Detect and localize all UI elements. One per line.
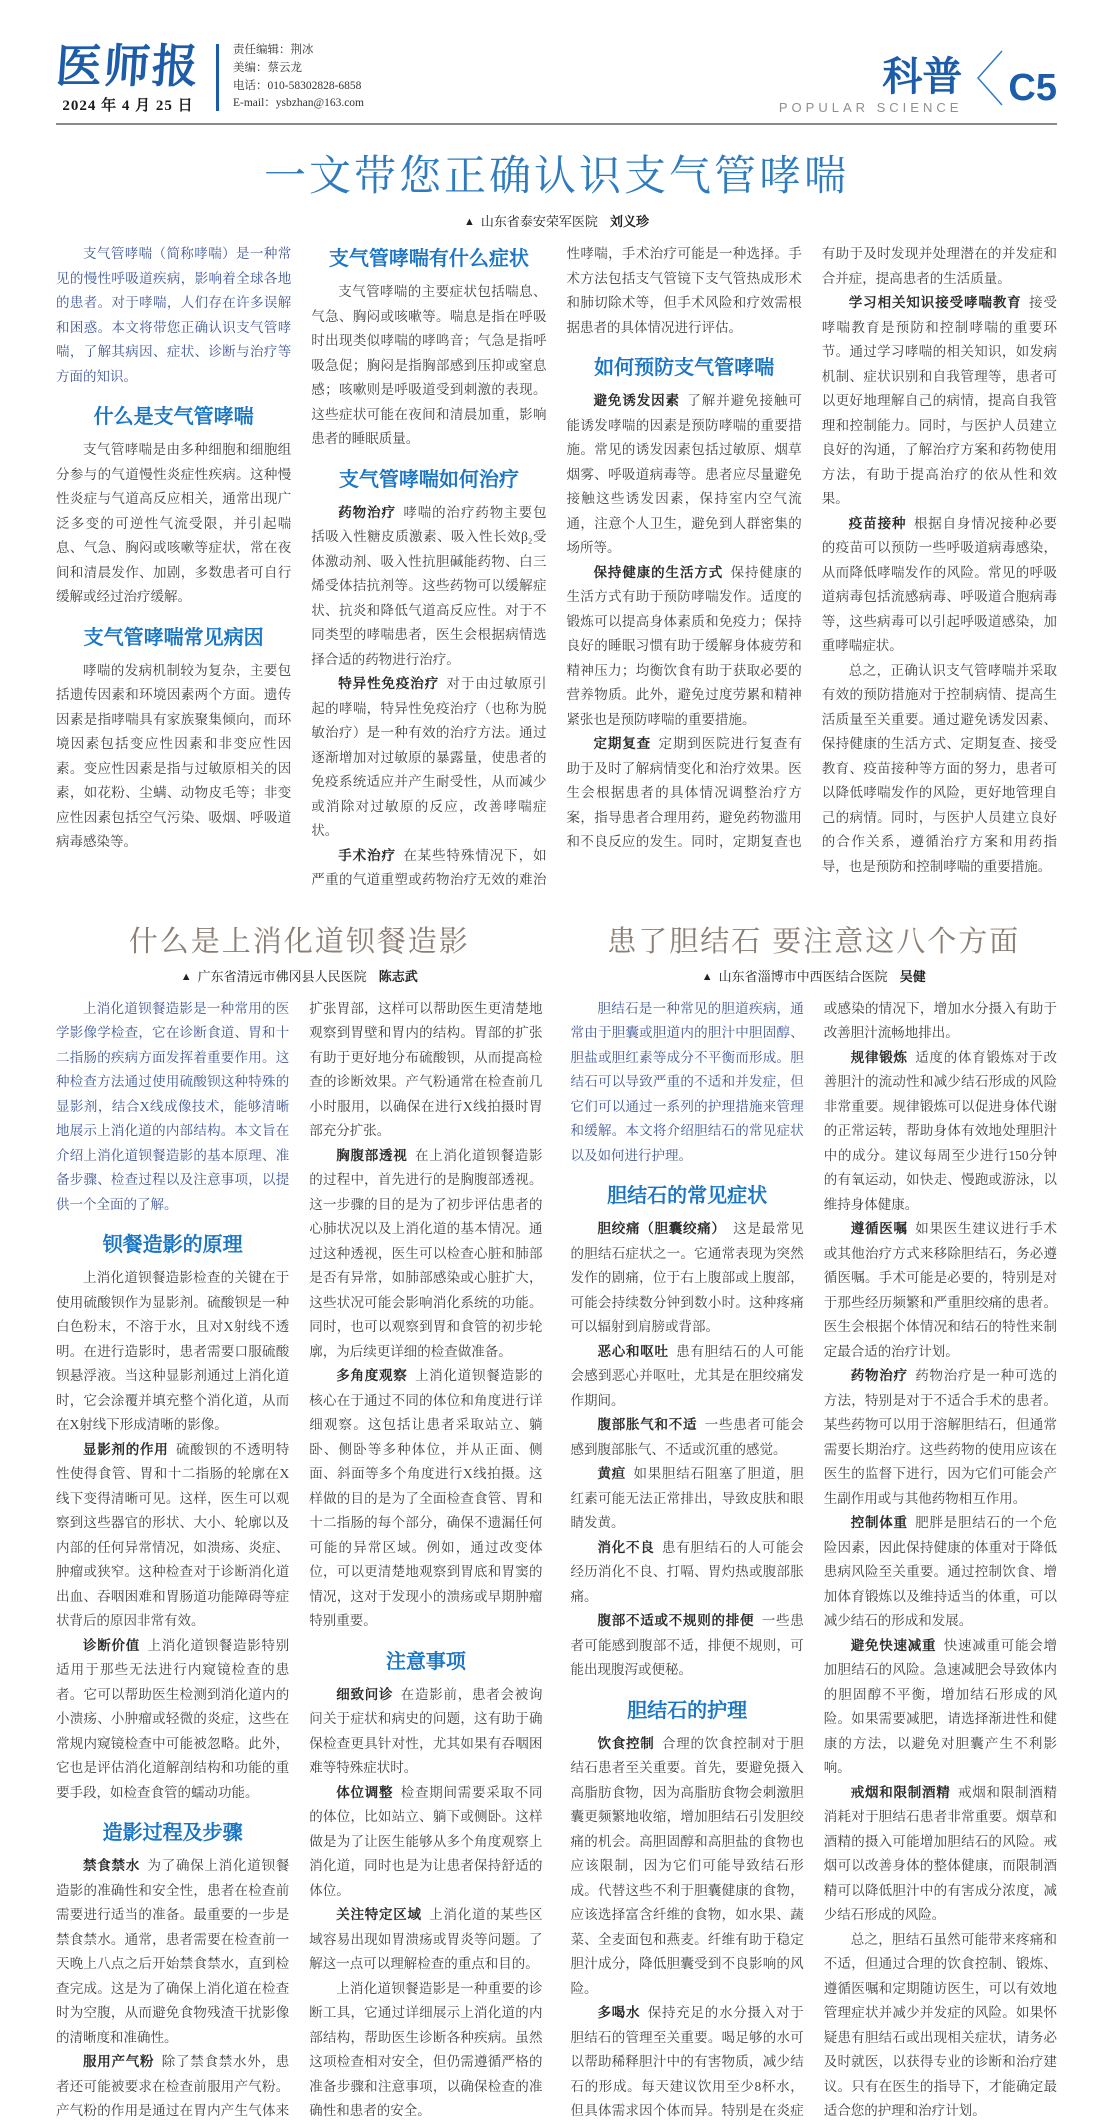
paragraph-label: 手术治疗 — [338, 847, 396, 863]
paragraph-label: 黄疸 — [597, 1466, 627, 1482]
header-vertical-divider — [216, 44, 219, 111]
paragraph-label: 服用产气粉 — [83, 2054, 155, 2070]
author-marker: ▲ — [464, 216, 475, 229]
paragraph-label: 腹部不适或不规则的排便 — [597, 1613, 755, 1629]
paragraph-label: 戒烟和限制酒精 — [850, 1784, 951, 1800]
paragraph-label: 遵循医嘱 — [850, 1221, 908, 1237]
paragraph: 药物治疗 哮喘的治疗药物主要包括吸入性糖皮质激素、吸入性长效β₂受体激动剂、吸入性抗胆碱能药物、白三烯受体拮抗剂等。这些药物可以缓解症状、抗炎和降低气道高反应性。对于不同类型的哮喘患者，医生会根据病情选择合适的药物进行治疗。 — [311, 504, 547, 667]
paragraph: 总之，胆结石虽然可能带来疼痛和不适，但通过合理的饮食控制、锻炼、遵循医嘱和定期随访医生，可以有效地管理症状并减少并发症的风险。如果怀疑患有胆结石或出现相关症状，请务必及时就医，以获得专业的诊断和治疗建议。只有在医生的指导下，才能确定最适合您的护理和治疗计划。 — [823, 1931, 1057, 2119]
paragraph-label: 胆绞痛（胆囊绞痛） — [597, 1221, 726, 1237]
author-marker: ▲ — [180, 970, 192, 983]
lead-paragraph: 上消化道钡餐造影是一种常用的医学影像学检查，它在诊断食道、胃和十二指肠的疾病方面发挥着重要作用。这种检查方法通过使用硫酸钡这种特殊的显影剂，结合X线成像技术，能够清晰地展示上消化道的内部结构。本文旨在介绍上消化道钡餐造影的基本原理、准备步骤、检查过程以及注意事项，以提供一个全面的了解。 — [56, 1000, 290, 1212]
section-heading: 支气管哮喘如何治疗 — [338, 468, 519, 491]
masthead-block — [54, 39, 202, 115]
section-name-cn: 科普 — [882, 55, 963, 100]
paragraph-label: 避免快速减重 — [850, 1637, 937, 1653]
article-body — [56, 242, 1057, 893]
paragraph: 腹部不适或不规则的排便 一些患者可能感到腹部不适，排便不规则，可能出现腹泻或便秘。 — [570, 1613, 804, 1678]
paragraph: 多角度观察 上消化道钡餐造影的核心在于通过不同的体位和角度进行详细观察。这包括让患者采取站立、躺卧、侧卧等多种体位，并从正面、侧面、斜面等多个角度进行X线拍摄。这样做的目的是为了全面检查食管、胃和十二指肠的每个部分，确保不遗漏任何可能的异常区域。例如，通过改变体位，可以更清楚地观察到胃底和胃窦的情况，这对于发现小的溃疡或早期肿瘤特别重要。 — [309, 1368, 543, 1629]
article-byline — [571, 966, 1058, 985]
author-name: 陈志武 — [378, 968, 418, 984]
article-title: 一文带您正确认识支气管哮喘 — [263, 152, 849, 200]
paragraph: 诊断价值 上消化道钡餐造影特别适用于那些无法进行内窥镜检查的患者。它可以帮助医生检测到消化道内的小溃疡、小肿瘤或轻微的炎症，这些在常规内窥镜检查中可能被忽略。此外，它也是评估消化道解剖结构和功能的重要手段，如检查食管的蠕动功能。 — [56, 1637, 290, 1800]
paragraph: 消化不良 患有胆结石的人可能会经历消化不良、打嗝、胃灼热或腹部胀痛。 — [570, 1539, 804, 1604]
chevron-left-icon — [972, 47, 1006, 109]
article-title: 什么是上消化道钡餐造影 — [128, 925, 470, 958]
paragraph-label: 避免诱发因素 — [593, 393, 680, 409]
paragraph-label: 学习相关知识接受哮喘教育 — [848, 295, 1022, 311]
paragraph: 特异性免疫治疗 对于由过敏原引起的哮喘，特异性免疫治疗（也称为脱敏治疗）是一种有效的治疗方法。通过逐渐增加对过敏原的暴露量，使患者的免疫系统适应并产生耐受性，从而减少或消除对过敏原的反应，改善哮喘症状。 — [311, 676, 547, 839]
paragraph: 显影剂的作用 硫酸钡的不透明特性使得食管、胃和十二指肠的轮廓在X线下变得清晰可见。这样，医生可以观察到这些器官的形状、大小、轮廓以及内部的任何异常情况，如溃疡、炎症、肿瘤或狭窄。这种检查对于诊断消化道出血、吞咽困难和胃肠道功能障碍等症状背后的原因非常有效。 — [56, 1441, 290, 1629]
paragraph-label: 消化不良 — [597, 1539, 655, 1555]
paragraph-label: 关注特定区域 — [336, 1907, 422, 1923]
paragraph-label: 药物治疗 — [338, 504, 396, 520]
paragraph: 多喝水 保持充足的水分摄入对于胆结石的管理至关重要。喝足够的水可以帮助稀释胆汁中的有害物质，减少结石的形成。每天建议饮用至少8杯水，但具体需求因个体而异。特别是在炎症或感染的情况下，增加水分摄入有助于改善胆汁流畅地排出。 — [570, 1000, 1057, 2119]
paragraph-label: 饮食控制 — [597, 1735, 655, 1751]
paragraph: 黄疸 如果胆结石阻塞了胆道，胆红素可能无法正常排出，导致皮肤和眼睛发黄。 — [570, 1466, 804, 1531]
paragraph: 哮喘的发病机制较为复杂，主要包括遗传因素和环境因素两个方面。遗传因素是指哮喘具有家族聚集倾向，而环境因素包括变应性因素和非变应性因素。变应性因素是指与过敏原相关的因素，如花粉、尘螨、动物皮毛等；非变应性因素包括空气污染、吸烟、呼吸道病毒感染等。 — [56, 662, 292, 850]
issue-date: 2024 年 4 月 25 日 — [62, 98, 194, 115]
paragraph: 控制体重 肥胖是胆结石的一个危险因素，因此保持健康的体重对于降低患病风险至关重要。通过控制饮食、增加体育锻炼以及维持适当的体重，可以减少结石的形成和发展。 — [823, 1515, 1058, 1629]
paragraph-label: 恶心和呕吐 — [597, 1343, 669, 1359]
paragraph: 学习相关知识接受哮喘教育 接受哮喘教育是预防和控制哮喘的重要环节。通过学习哮喘的相关知识，如发病机制、症状识别和自我管理等，患者可以更好地理解自己的病情，提高自我管理和控制能力。同时，与医护人员建立良好的沟通，了解治疗方案和药物使用方法，有助于提高治疗的依从性和效果。 — [821, 295, 1058, 507]
section-heading: 钡餐造影的原理 — [102, 1234, 243, 1257]
editor-line: 美编：蔡云龙 — [233, 61, 302, 74]
section-heading: 支气管哮喘常见病因 — [83, 626, 264, 649]
paragraph: 腹部胀气和不适 一些患者可能会感到腹部胀气、不适或沉重的感觉。 — [570, 1417, 804, 1457]
paragraph-label: 体位调整 — [336, 1784, 394, 1800]
lead-paragraph: 胆结石是一种常见的胆道疾病，通常由于胆囊或胆道内的胆汁中胆固醇、胆盐或胆红素等成分不平衡而形成。胆结石可以导致严重的不适和并发症，但它们可以通过一系列的护理措施来管理和缓解。本文将介绍胆结石的常见症状以及如何进行护理。 — [570, 1000, 804, 1163]
paragraph: 支气管哮喘的主要症状包括喘息、气急、胸闷或咳嗽等。喘息是指在呼吸时出现类似哮喘的哮鸣音；气急是指呼吸急促；胸闷是指胸部感到压抑或窒息感；咳嗽则是呼吸道受到刺激的表现。这些症状可能在夜间和清晨加重，影响患者的睡眠质量。 — [311, 284, 547, 447]
paragraph: 细致问诊 在造影前，患者会被询问关于症状和病史的问题，这有助于确保检查更具针对性，尤其如果有吞咽困难等特殊症状时。 — [309, 1686, 543, 1776]
editor-line: 责任编辑：荆冰 — [233, 44, 314, 57]
section-heading: 胆结石的常见症状 — [607, 1185, 768, 1208]
paragraph-label: 腹部胀气和不适 — [597, 1417, 698, 1433]
bottom-articles-row — [56, 909, 1057, 2124]
paragraph: 疫苗接种 根据自身情况接种必要的疫苗可以预防一些呼吸道病毒感染，从而降低哮喘发作的风险。常见的呼吸道病毒包括流感病毒、呼吸道合胞病毒等，这些病毒可以引起呼吸道感染，加重哮喘症状。 — [821, 515, 1058, 654]
paragraph: 恶心和呕吐 患有胆结石的人可能会感到恶心并呕吐，尤其是在胆绞痛发作期间。 — [570, 1343, 804, 1408]
paragraph: 禁食禁水 为了确保上消化道钡餐造影的准确性和安全性，患者在检查前需要进行适当的准备。最重要的一步是禁食禁水。通常，患者需要在检查前一天晚上八点之后开始禁食禁水，直到检查完成。这是为了确保上消化道在检查时为空腹，从而避免食物残渣干扰影像的清晰度和准确性。 — [56, 1858, 290, 2045]
section-heading: 什么是支气管哮喘 — [93, 406, 254, 429]
paragraph: 胸腹部透视 在上消化道钡餐造影的过程中，首先进行的是胸腹部透视。这一步骤的目的是为了初步评估患者的心肺状况以及上消化道的基本情况。通过这种透视，医生可以检查心脏和肺部是否有异常，如肺部感染或心脏扩大，这些状况可能会影响消化系统的功能。同时，也可以观察到胃和食管的初步轮廓，为后续更详细的检查做准备。 — [309, 1147, 543, 1359]
paragraph-label: 保持健康的生活方式 — [593, 564, 724, 580]
paragraph: 遵循医嘱 如果医生建议进行手术或其他治疗方式来移除胆结石，务必遵循医嘱。手术可能是必要的，特别是对于那些经历频繁和严重胆绞痛的患者。医生会根据个体情况和结石的特性来制定最合适的治疗计划。 — [823, 1221, 1058, 1359]
paragraph: 避免快速减重 快速减重可能会增加胆结石的风险。急速减肥会导致体内的胆固醇不平衡，增加结石形成的风险。如果需要减肥，请选择渐进性和健康的方法，以避免对胆囊产生不利影响。 — [823, 1637, 1058, 1776]
section-heading: 胆结石的护理 — [627, 1699, 748, 1722]
section-heading: 如何预防支气管哮喘 — [594, 357, 775, 380]
paragraph: 戒烟和限制酒精 戒烟和限制酒精消耗对于胆结石患者非常重要。烟草和酒精的摄入可能增加胆结石的风险。戒烟可以改善身体的整体健康，而限制酒精可以降低胆汁中的有害成分浓度，减少结石形成的风险。 — [823, 1784, 1058, 1923]
author-org: 广东省清远市佛冈县人民医院 — [197, 968, 367, 984]
paragraph-label: 显影剂的作用 — [83, 1441, 169, 1457]
editor-info — [233, 42, 364, 115]
article-body — [571, 997, 1058, 2124]
paragraph: 关注特定区域 上消化道的某些区域容易出现如胃溃疡或胃炎等问题。了解这一点可以理解检查的重点和目的。 — [309, 1907, 543, 1972]
paragraph-label: 诊断价值 — [83, 1637, 141, 1653]
paragraph-label: 多角度观察 — [336, 1368, 408, 1384]
editor-line: E-mail：ysbzhan@163.com — [233, 97, 364, 110]
paragraph: 手术治疗 在某些特殊情况下，如严重的气道重塑或药物治疗无效的难治性哮喘，手术治疗可能是一种选择。手术方法包括支气管镜下支气管热成形术和肺切除术等，但手术风险和疗效需根据患者的具体情况进行评估。 — [311, 246, 802, 888]
paragraph-label: 多喝水 — [597, 2005, 641, 2021]
article-body — [56, 997, 543, 2124]
lead-paragraph: 支气管哮喘（简称哮喘）是一种常见的慢性呼吸道疾病，影响着全球各地的患者。对于哮喘，人们存在许多误解和困惑。本文将带您正确认识支气管哮喘，了解其病因、症状、诊断与治疗等方面的知识。 — [56, 246, 292, 384]
paragraph-label: 疫苗接种 — [848, 515, 907, 531]
article-byline — [56, 211, 1057, 230]
paragraph: 定期复查 定期到医院进行复查有助于及时了解病情变化和治疗效果。医生会根据患者的具体情况调整治疗方案，指导患者合理用药，避免药物滥用和不良反应的发生。同时，定期复查也有助于及时发现并处理潜在的并发症和合并症，提高患者的生活质量。 — [566, 246, 1057, 850]
article-gallstones — [571, 909, 1058, 2124]
paragraph: 总之，正确认识支气管哮喘并采取有效的预防措施对于控制病情、提高生活质量至关重要。通过避免诱发因素、保持健康的生活方式、定期复查、接受教育、疫苗接种等方面的努力，患者可以降低哮喘发作的风险，更好地管理自己的病情。同时，与医护人员建立良好的合作关系，遵循治疗方案和用药指导，也是预防和控制哮喘的重要措施。 — [821, 662, 1057, 874]
paragraph: 饮食控制 合理的饮食控制对于胆结石患者至关重要。首先，要避免摄入高脂肪食物，因为高脂肪食物会刺激胆囊更频繁地收缩，增加胆结石引发胆绞痛的机会。高胆固醇和高胆盐的食物也应该限制，因为它们可能导致结石形成。代替这些不利于胆囊健康的食物，应该选择富含纤维的食物，如水果、蔬菜、全麦面包和燕麦。纤维有助于稳定胆汁成分，降低胆囊受到不良影响的风险。 — [570, 1735, 804, 1996]
paragraph: 保持健康的生活方式 保持健康的生活方式有助于预防哮喘发作。适度的锻炼可以提高身体素质和免疫力；保持良好的睡眠习惯有助于缓解身体疲劳和精神压力；均衡饮食有助于获取必要的营养物质。此外，避免过度劳累和精神紧张也是预防哮喘的重要措施。 — [566, 564, 802, 727]
paragraph-label: 细致问诊 — [336, 1686, 394, 1702]
paragraph: 上消化道钡餐造影是一种重要的诊断工具，它通过详细展示上消化道的内部结构，帮助医生诊断各种疾病。虽然这项检查相对安全，但仍需遵循严格的准备步骤和注意事项，以确保检查的准确性和患者的安全。 — [309, 1980, 543, 2119]
paragraph: 药物治疗 药物治疗是一种可选的方法，特别是对于不适合手术的患者。某些药物可以用于溶解胆结石，但通常需要长期治疗。这些药物的使用应该在医生的监督下进行，因为它们可能会产生副作用或与其他药物相互作用。 — [823, 1368, 1058, 1506]
author-name: 刘义珍 — [609, 214, 649, 230]
paragraph: 支气管哮喘是由多种细胞和细胞组分参与的气道慢性炎症性疾病。这种慢性炎症与气道高反应相关，通常出现广泛多变的可逆性气流受限，并引起喘息、气急、胸闷或咳嗽等症状，常在夜间和清晨发作、加剧，多数患者可自行缓解或经过治疗缓解。 — [56, 442, 292, 605]
section-heading: 支气管哮喘有什么症状 — [328, 248, 529, 271]
author-name: 吴健 — [899, 968, 926, 984]
section-heading: 注意事项 — [385, 1650, 466, 1673]
paragraph-label: 药物治疗 — [850, 1368, 908, 1384]
paragraph: 避免诱发因素 了解并避免接触可能诱发哮喘的因素是预防哮喘的重要措施。常见的诱发因素包括过敏原、烟草烟雾、呼吸道病毒等。患者应尽量避免接触这些诱发因素，保持室内空气流通，注意个人卫生，避免到人群密集的场所等。 — [566, 393, 802, 556]
author-org: 山东省泰安荣军医院 — [480, 214, 598, 230]
header-divider — [56, 123, 1057, 125]
article-title: 患了胆结石 要注意这八个方面 — [607, 925, 1021, 958]
author-marker: ▲ — [701, 970, 713, 983]
paragraph: 体位调整 检查期间需要采取不同的体位，比如站立、躺下或侧卧。这样做是为了让医生能够从多个角度观察上消化道，同时也是为让患者保持舒适的体位。 — [309, 1784, 543, 1898]
author-org: 山东省淄博市中西医结合医院 — [718, 968, 888, 984]
paragraph-label: 规律锻炼 — [850, 1049, 908, 1065]
page-header — [56, 0, 1057, 115]
paragraph-label: 定期复查 — [593, 736, 652, 752]
paragraph-label: 胸腹部透视 — [336, 1147, 408, 1163]
paragraph: 上消化道钡餐造影检查的关键在于使用硫酸钡作为显影剂。硫酸钡是一种白色粉末，不溶于水，且对X射线不透明。在进行造影时，患者需要口服硫酸钡悬浮液。当这种显影剂通过上消化道时，它会涂覆并填充整个消化道，从而在X射线下形成清晰的影像。 — [56, 1270, 290, 1433]
newspaper-logo: 医师报 — [54, 39, 202, 93]
article-byline — [56, 966, 543, 985]
section-label-block — [779, 57, 963, 115]
article-asthma — [56, 143, 1057, 893]
section-heading: 造影过程及步骤 — [102, 1822, 243, 1845]
paragraph: 胆绞痛（胆囊绞痛） 这是最常见的胆结石症状之一。它通常表现为突然发作的剧痛，位于右上腹部或上腹部，可能会持续数分钟到数小时。这种疼痛可以辐射到肩膀或背部。 — [570, 1221, 804, 1335]
article-barium-meal — [56, 909, 543, 2124]
section-name-en: POPULAR SCIENCE — [778, 100, 963, 116]
editor-line: 电话：010-58302828-6858 — [233, 79, 362, 92]
paragraph-label: 禁食禁水 — [83, 1858, 141, 1874]
paragraph-label: 特异性免疫治疗 — [338, 676, 440, 692]
page-number: C5 — [1008, 67, 1057, 110]
paragraph-label: 控制体重 — [850, 1515, 908, 1531]
paragraph: 服用产气粉 除了禁食禁水外，患者还可能被要求在检查前服用产气粉。产气粉的作用是通过在胃内产生气体来扩张胃部，这样可以帮助医生更清楚地观察到胃壁和胃内的结构。胃部的扩张有助于更好地分布硫酸钡，从而提高检查的诊断效果。产气粉通常在检查前几小时服用，以确保在进行X线拍摄时胃部充分扩张。 — [56, 1000, 543, 2119]
paragraph: 规律锻炼 适度的体育锻炼对于改善胆汁的流动性和减少结石形成的风险非常重要。规律锻炼可以促进身体代谢的正常运转，帮助身体有效地处理胆汁中的成分。建议每周至少进行150分钟的有氧运动，如快走、慢跑或游泳，以维持身体健康。 — [823, 1049, 1058, 1212]
